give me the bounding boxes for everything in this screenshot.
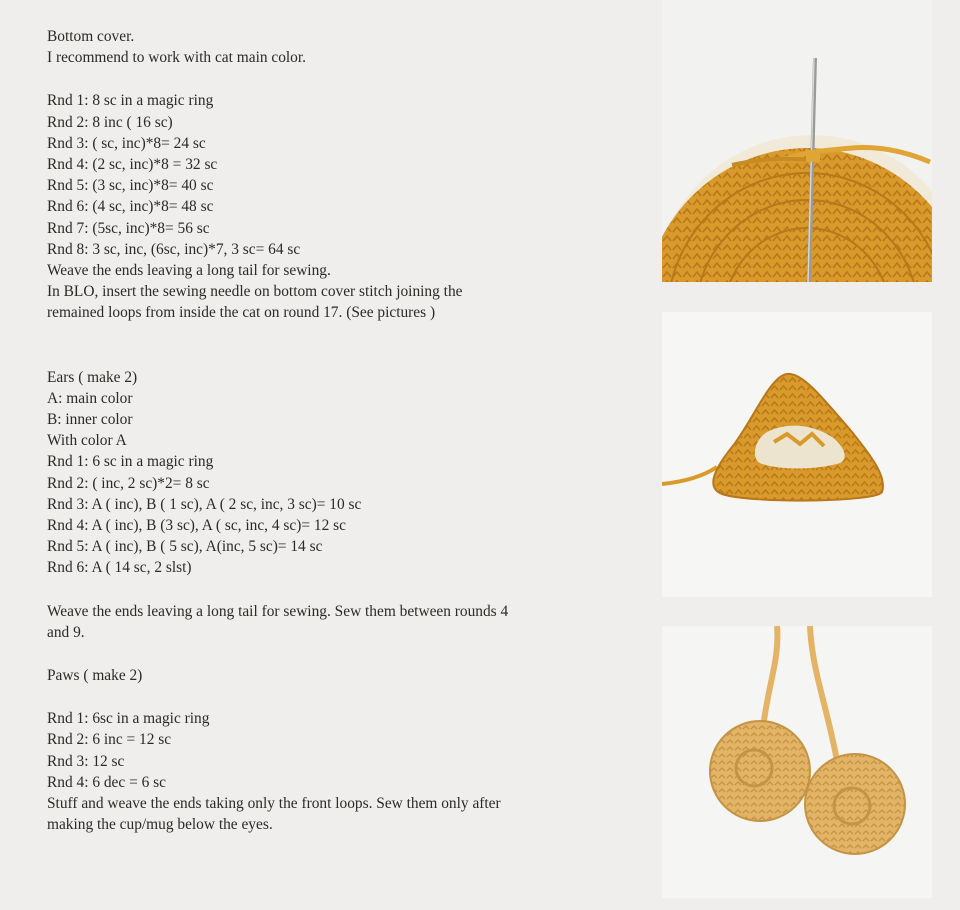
pattern-text — [47, 26, 637, 836]
paws-round: Rnd 2: 6 inc = 12 sc — [47, 731, 172, 749]
bottom-cover-title: Bottom cover. — [47, 28, 135, 45]
ears-title: Ears ( make 2) — [47, 368, 138, 386]
bottom-cover-round: Rnd 4: (2 sc, inc)*8 = 32 sc — [47, 156, 218, 174]
ears-round: Rnd 6: A ( 14 sc, 2 slst) — [47, 559, 192, 577]
bottom-cover-blo-2: remained loops from inside the cat on round 17. (See pictures ) — [47, 304, 436, 322]
bottom-cover-round: Rnd 6: (4 sc, inc)*8= 48 sc — [47, 198, 214, 216]
paws-round: Rnd 1: 6sc in a magic ring — [47, 710, 210, 728]
ears-color-b: B: inner color — [47, 411, 133, 429]
bottom-cover-note: I recommend to work with cat main color. — [47, 49, 307, 67]
paws-title: Paws ( make 2) — [47, 667, 143, 685]
paws-round: Rnd 4: 6 dec = 6 sc — [47, 773, 166, 791]
bottom-cover-round: Rnd 8: 3 sc, inc, (6sc, inc)*7, 3 sc= 64 sc — [47, 240, 301, 258]
ears-color-a: A: main color — [47, 389, 133, 407]
ear-photo — [662, 312, 932, 597]
ears-weave-1: Weave the ends leaving a long tail for sewing. Sew them between rounds 4 — [47, 602, 509, 620]
bottom-cover-round: Rnd 3: ( sc, inc)*8= 24 sc — [47, 134, 206, 152]
paws-round: Rnd 3: 12 sc — [47, 752, 125, 770]
ears-round: Rnd 1: 6 sc in a magic ring — [47, 453, 214, 471]
paws-stuff-2: making the cup/mug below the eyes. — [47, 816, 273, 834]
bottom-cover-photo — [662, 0, 932, 282]
bottom-cover-blo-1: In BLO, insert the sewing needle on bottom cover stitch joining the — [47, 283, 463, 301]
ears-round: Rnd 5: A ( inc), B ( 5 sc), A(inc, 5 sc)= 14 sc — [47, 538, 323, 556]
bottom-cover-round: Rnd 7: (5sc, inc)*8= 56 sc — [47, 219, 210, 237]
bottom-cover-round: Rnd 1: 8 sc in a magic ring — [47, 92, 214, 110]
ears-weave-2: and 9. — [47, 623, 85, 641]
paws-photo — [662, 626, 932, 898]
ears-with-color: With color A — [47, 432, 127, 450]
bottom-cover-round: Rnd 2: 8 inc ( 16 sc) — [47, 113, 173, 131]
bottom-cover-round: Rnd 5: (3 sc, inc)*8= 40 sc — [47, 177, 214, 195]
paws-stuff-1: Stuff and weave the ends taking only the front loops. Sew them only after — [47, 795, 501, 813]
ears-round: Rnd 2: ( inc, 2 sc)*2= 8 sc — [47, 474, 210, 492]
bottom-cover-weave: Weave the ends leaving a long tail for sewing. — [47, 262, 331, 280]
ears-round: Rnd 4: A ( inc), B (3 sc), A ( sc, inc, 4 sc)= 12 sc — [47, 517, 346, 535]
ears-round: Rnd 3: A ( inc), B ( 1 sc), A ( 2 sc, inc, 3 sc)= 10 sc — [47, 495, 362, 513]
